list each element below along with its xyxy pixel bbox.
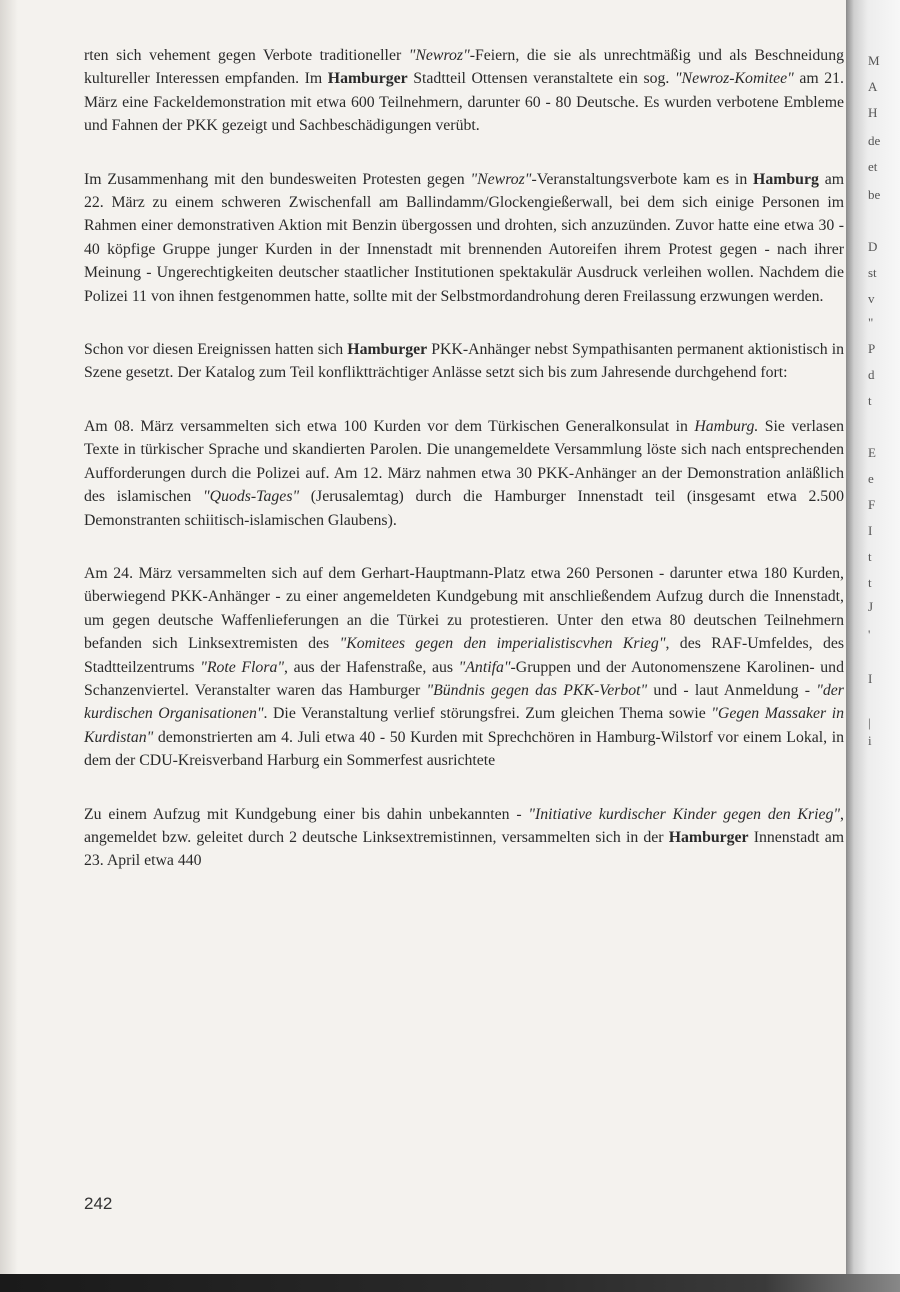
text-run: Zu einem Aufzug mit Kundgebung einer bis dahin unbekannten -: [84, 805, 529, 823]
paragraph: [84, 803, 844, 873]
paragraph: [84, 562, 844, 773]
paragraph: [84, 168, 844, 308]
text-run: Im Zusammenhang mit den bundesweiten Protesten gegen: [84, 170, 471, 188]
bold-run: Hamburg: [753, 170, 819, 188]
text-run: und - laut Anmeldung -: [647, 681, 817, 699]
italic-run: "Antifa": [458, 658, 511, 676]
italic-run: "Komitees gegen den imperialistiscvhen Krieg": [339, 635, 666, 653]
paragraph: [84, 338, 844, 385]
italic-run: "Quods-Tages": [203, 488, 300, 506]
adjacent-page-letter: d: [868, 367, 875, 382]
italic-run: "Newroz-Komitee": [674, 70, 794, 88]
adjacent-page-letter: ': [868, 627, 871, 642]
text-run: am 22. März zu einem schweren Zwischenfall am Ballindamm/Glockengießerwall, bei dem sich einige Personen im Rahmen einer demonstrativen Aktion mit Benzin übergossen und drohten, sich anzuzünden. Zuvor hatte eine etwa 30 - 40 köpfige Gruppe junger Kurden in der Innenstadt mit brennenden Autoreifen ihrem Protest gegen - nach ihrer Meinung - Ungerechtigkeiten deutscher staatlicher Institutionen spektakulär Ausdruck verleihen wollen. Nachdem die Polizei 11 von ihnen festgenommen hatte, sollte mit der Selbstmordandrohung deren Freilassung erzwungen werden.: [84, 170, 845, 305]
adjacent-page-letter: ": [868, 315, 874, 330]
bold-run: Hamburger: [347, 341, 428, 359]
text-run: , aus der Hafenstraße, aus: [284, 658, 459, 676]
adjacent-page-letter: t: [868, 575, 872, 590]
adjacent-page-letter: t: [868, 549, 872, 564]
italic-run: "Bündnis gegen das PKK-Verbot": [426, 681, 648, 699]
text-run: Sie verlasen Texte in türkischer Sprache und skandierten Parolen. Die unangemeldete Versammlung löste sich nach entsprechenden Aufforderungen durch die Polizei auf. Am 12. März nahmen etwa 30 PKK-Anhänger an der Demonstration anläßlich des islamischen: [84, 417, 845, 506]
adjacent-page-letter: D: [868, 239, 878, 254]
adjacent-page-letter: I: [868, 523, 873, 538]
text-run: . Die Veranstaltung verlief störungsfrei. Zum gleichen Thema sowie: [263, 705, 712, 723]
bold-run: Hamburger: [668, 828, 749, 846]
adjacent-page-letter: |: [868, 715, 871, 730]
italic-run: "Gegen Massaker in Kurdistan": [84, 705, 844, 746]
adjacent-page-letter: e: [868, 471, 874, 486]
text-run: rten sich vehement gegen Verbote traditioneller: [84, 47, 409, 64]
adjacent-page-letter: v: [868, 291, 875, 306]
paragraph: [84, 44, 844, 138]
text-run: -Veranstaltungsverbote kam es in: [531, 170, 754, 188]
scan-bottom-shadow: [0, 1274, 900, 1292]
adjacent-page-letter: I: [868, 671, 873, 686]
adjacent-page-letter: et: [868, 159, 878, 174]
bold-run: Hamburger: [327, 70, 408, 88]
text-run: Stadtteil Ottensen veranstaltete ein sog.: [407, 70, 675, 88]
text-run: Am 24. März versammelten sich auf dem Gerhart-Hauptmann-Platz etwa 260 Personen - darunter etwa 180 Kurden, überwiegend PKK-Anhänger - zu einer angemeldeten Kundgebung mit anschließendem Aufzug durch die Innenstadt, um gegen deutsche Waffenlieferungen an die Türkei zu protestieren. Unter den etwa 80 deutschen Teilnehmern befanden sich Linksextremisten des: [84, 564, 844, 653]
adjacent-page-letter: de: [868, 133, 881, 148]
document-body: [84, 44, 844, 903]
adjacent-page-letter: M: [868, 53, 880, 68]
text-run: , angemeldet bzw. geleitet durch 2 deutsche Linksextremistinnen, versammelten sich in der: [84, 805, 844, 846]
adjacent-page-letter: t: [868, 393, 872, 408]
text-run: -Gruppen und der Autonomenszene Karolinen- und Schanzenviertel. Veranstalter waren das Hamburger: [84, 658, 844, 699]
page-shadow: [0, 0, 18, 1292]
italic-run: "Newroz": [470, 170, 532, 188]
adjacent-page-letter: E: [868, 445, 876, 460]
adjacent-page-letter: A: [868, 79, 878, 94]
adjacent-page-letter: i: [868, 733, 872, 748]
italic-run: "Initiative kurdischer Kinder gegen den Krieg": [528, 805, 841, 823]
text-run: -Feiern, die sie als unrechtmäßig und als Beschneidung kultureller Interessen empfanden. Im: [84, 47, 844, 88]
paragraph: [84, 415, 844, 532]
text-run: Am 08. März versammelten sich etwa 100 Kurden vor dem Türkischen Generalkonsulat in: [84, 417, 695, 435]
page-number: 242: [84, 1194, 113, 1213]
text-run: Innenstadt am 23. April etwa 440: [84, 828, 844, 870]
italic-run: "der kurdischen Organisationen": [84, 681, 844, 723]
text-run: Schon vor diesen Ereignissen hatten sich: [84, 341, 348, 359]
italic-run: Hamburg.: [694, 417, 759, 435]
italic-run: "Newroz": [408, 47, 470, 64]
text-run: PKK-Anhänger nebst Sympathisanten permanent aktionistisch in Szene gesetzt. Der Katalog zum Teil konfliktträchtiger Anlässe setzt sich bis zum Jahresende durchgehend fort:: [84, 341, 844, 382]
italic-run: "Rote Flora": [200, 658, 285, 676]
text-run: am 21. März eine Fackeldemonstration mit etwa 600 Teilnehmern, darunter 60 - 80 Deutsche. Es wurden verbotene Embleme und Fahnen der PKK gezeigt und Sachbeschädigungen verübt.: [84, 70, 844, 135]
adjacent-page-letter: J: [868, 599, 874, 614]
adjacent-page-letter: H: [868, 105, 878, 120]
adjacent-page-letter: F: [868, 497, 876, 512]
text-run: demonstrierten am 4. Juli etwa 40 - 50 Kurden mit Sprechchören in Hamburg-Wilstorf vor einem Lokal, in dem der CDU-Kreisverband Harburg ein Sommerfest ausrichtete: [84, 728, 844, 770]
adjacent-page-letter: be: [868, 187, 881, 202]
text-run: (Jerusalemtag) durch die Hamburger Innenstadt teil (insgesamt etwa 2.500 Demonstranten schiitisch-islamischen Glaubens).: [84, 488, 844, 529]
text-run: , des RAF-Umfeldes, des Stadtteilzentrums: [84, 635, 845, 676]
adjacent-page-letter: P: [868, 341, 876, 356]
adjacent-page-letter: st: [868, 265, 877, 280]
